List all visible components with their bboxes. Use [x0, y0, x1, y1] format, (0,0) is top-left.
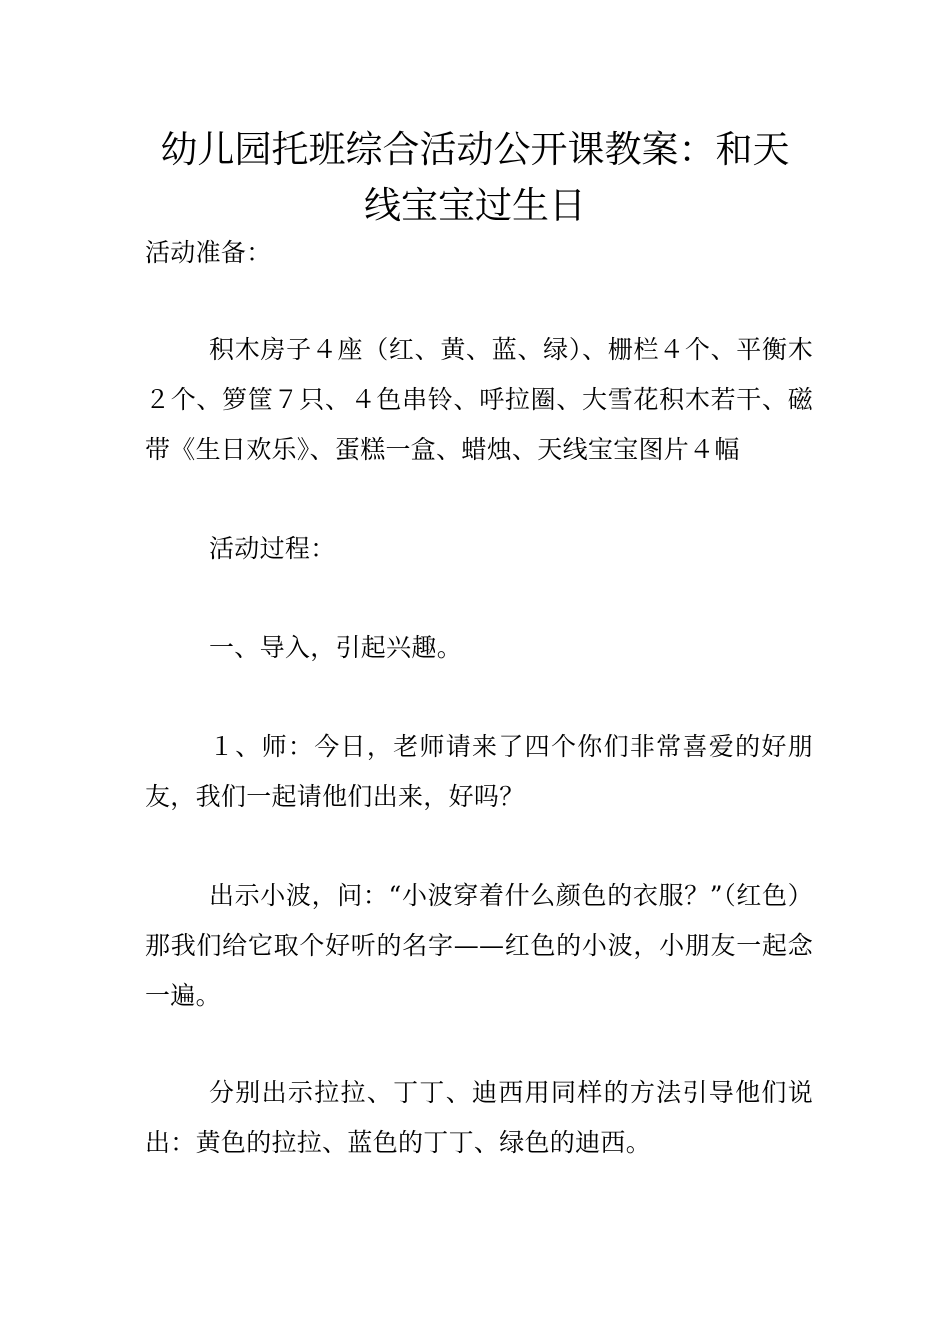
paragraph-step-1: １、师：今日，老师请来了四个你们非常喜爱的好朋友，我们一起请他们出来，好吗？ [145, 732, 813, 811]
paragraph-materials-list: 积木房子４座（红、黄、蓝、绿）、栅栏４个、平衡木２个、箩筐７只、４色串铃、呼拉圈、大雪花积木若干、磁带《生日欢乐》、蛋糕一盒、蜡烛、天线宝宝图片４幅 [145, 335, 813, 464]
heading-activity-process: 活动过程： [209, 534, 336, 563]
title-line-2: 线宝宝过生日 [364, 184, 586, 227]
paragraph-show-others: 分别出示拉拉、丁丁、迪西用同样的方法引导他们说出：黄色的拉拉、蓝色的丁丁、绿色的迪西。 [145, 1078, 813, 1157]
paragraph-show-po: 出示小波，问：“小波穿着什么颜色的衣服？”（红色）那我们给它取个好听的名字——红色的小波，小朋友一起念一遍。 [145, 881, 813, 1010]
document-title [140, 122, 810, 234]
heading-activity-preparation: 活动准备： [145, 238, 272, 267]
title-line-1: 幼儿园托班综合活动公开课教案：和天 [160, 128, 790, 171]
section-heading-introduction: 一、导入，引起兴趣。 [209, 633, 463, 662]
